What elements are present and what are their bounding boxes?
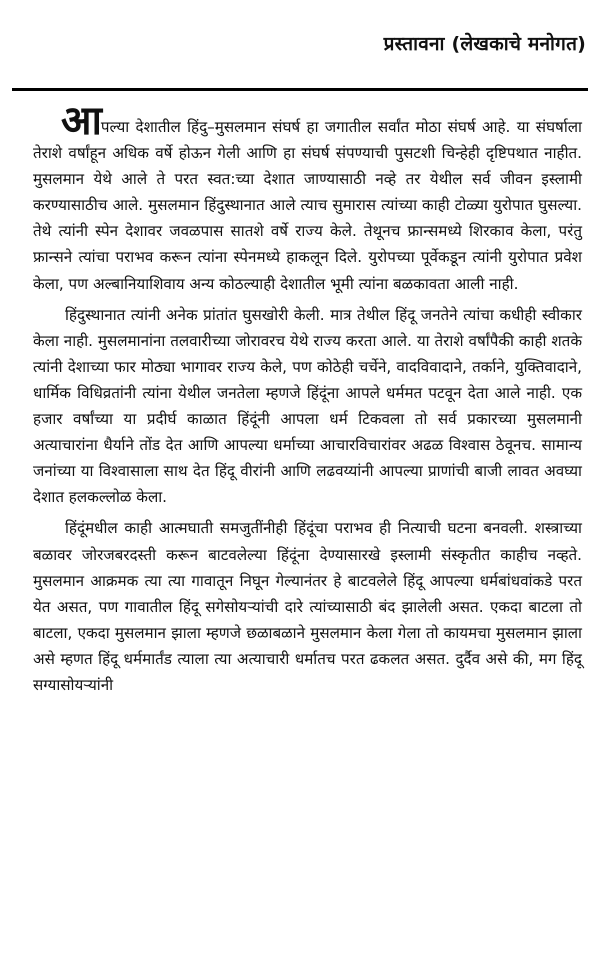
header-divider	[12, 88, 588, 91]
paragraph-2: हिंदुस्थानात त्यांनी अनेक प्रांतांत घुसखोरी केली. मात्र तेथील हिंदू जनतेने त्यांचा कधीही स्वीकार केला नाही. मुसलमानांना तलवारीच्या जोरावरच येथे राज्य करता आले. या तेराशे वर्षांपैकी काही शतके त्यांनी देशाच्या फार मोठ्या भागावर राज्य केले, पण कोठेही चर्चेने, वादविवादाने, तर्काने, युक्तिवादाने, धार्मिक विधिव्रतांनी त्यांना येथील जनतेला म्हणजे हिंदूंना आपले धर्ममत पटवून देता आले नाही. एक हजार वर्षांच्या या प्रदीर्घ काळात हिंदूंनी आपला धर्म टिकवला तो सर्व प्रकारच्या मुसलमानी अत्याचारांना धैर्याने तोंड देत आणि आपल्या धर्माच्या आचारविचारांवर अढळ विश्वास ठेवूनच. सामान्य जनांच्या या विश्वासाला साथ देत हिंदू वीरांनी आणि लढवय्यांनी आपल्या प्राणांची बाजी लावत अवघ्या देशात हलकल्लोळ केला.	[33, 305, 582, 507]
paragraph-1	[33, 98, 582, 297]
page-header-title: प्रस्तावना (लेखकाचे मनोगत)	[383, 33, 586, 55]
paragraph-3: हिंदूंमधील काही आत्मघाती समजुतींनीही हिंदूंचा पराभव ही नित्याची घटना बनवली. शस्त्राच्या बळावर जोरजबरदस्ती करून बाटवलेल्या हिंदूंना देण्यासारखे इस्लामी संस्कृतीत काहीच नव्हते. मुसलमान आक्रमक त्या त्या गावातून निघून गेल्यानंतर हे बाटवलेले हिंदू आपल्या धर्मबांधवांकडे परत येत असत, पण गावातील हिंदू सगेसोयऱ्यांची दारे त्यांच्यासाठी बंद झालेली असत. एकदा बाटला तो बाटला, एकदा मुसलमान झाला म्हणजे छळाबळाने मुसलमान केला गेला तो कायमचा मुसलमान झाला असे म्हणत हिंदू धर्ममार्तंड त्याला त्या अत्याचारी धर्मातच परत ढकलत असत. दुर्दैव असे की, मग हिंदू सग्यासोयऱ्यांनी	[33, 519, 582, 694]
drop-cap: आ	[61, 98, 101, 144]
document-body	[33, 98, 582, 703]
paragraph-1-text: पल्या देशातील हिंदु–मुसलमान संघर्ष हा जगातील सर्वांत मोठा संघर्ष आहे. या संघर्षाला तेराशे वर्षांहून अधिक वर्षे होऊन गेली आणि हा संघर्ष संपण्याची पुसटशी चिन्हेही दृष्टिपथात नाहीत. मुसलमान येथे आले ते परत स्वत:च्या देशात जाण्यासाठी नव्हे तर येथील सर्व जीवन इस्लामी करण्यासाठीच आले. मुसलमान हिंदुस्थानात आले त्याच सुमारास त्यांच्या काही टोळ्या युरोपात घुसल्या. तेथे त्यांनी स्पेन देशावर जवळपास सातशे वर्षे राज्य केले. तेथूनच फ्रान्समध्ये शिरकाव केला, परंतु फ्रान्सने त्यांचा पराभव करून त्यांना स्पेनमध्ये हाकलून दिले. युरोपच्या पूर्वेकडून त्यांनी युरोपात प्रवेश केला, पण अल्बानियाशिवाय अन्य कोठल्याही देशातील भूमी त्यांना बळकावता आली नाही.	[33, 118, 582, 293]
